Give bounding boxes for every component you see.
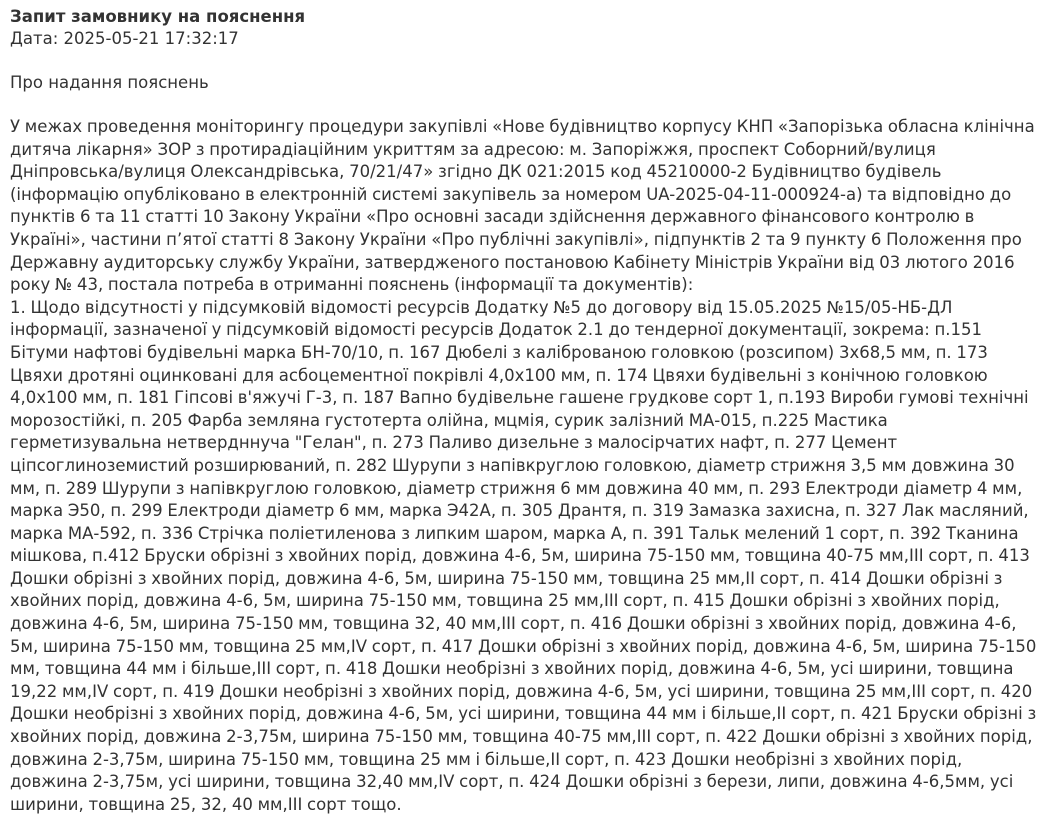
request-date: Дата: 2025-05-21 17:32:17 (10, 29, 239, 48)
request-subject: Про надання пояснень (10, 73, 209, 92)
request-title: Запит замовнику на пояснення (10, 7, 306, 26)
request-body: У межах проведення моніторингу процедури закупівлі «Нове будівництво корпусу КНП «Запорізька обласна клінічна дитяча лікарня» ЗОР з протирадіаційним укриттям за адресою: м. Запоріжжя, проспект Соборний/вулиця Дніпровська/вулиця Олександрівська, 70/21/47» згідно ДК 021:2015 код 45210000-2 Будівництво будівель (інформацію опубліковано в електронній системі закупівель за номером UA-2025-04-11-000924-a) та відповідно до пунктів 6 та 11 статті 10 Закону України «Про основні засади здійснення державного фінансового контролю в Україні», частини п’ятої статті 8 Закону України «Про публічні закупівлі», підпунктів 2 та 9 пункту 6 Положення про Державну аудиторську службу України, затвердженого постановою Кабінету Міністрів України від 03 лютого 2016 року № 43, постала потреба в отриманні пояснень (інформації та документів): 1. Щодо відсутності у підсумковій відомості ресурсів Додатку №5 до договору від 15.05.2025 №15/05-НБ-ДЛ інформації, зазначеної у підсумковій відомості ресурсів Додаток 2.1 до тендерної документації, зокрема: п.151 Бітуми нафтові будівельні марка БН-70/10, п. 167 Дюбелі з каліброваною головкою (розсипом) 3х68,5 мм, п. 173 Цвяхи дротяні оцинковані для асбоцементної покрівлі 4,0х100 мм, п. 174 Цвяхи будівельні з конічною головкою 4,0х100 мм, п. 181 Гіпсові в'яжучі Г-3, п. 187 Вапно будівельне гашене грудкове сорт 1, п.193 Вироби гумові технічні морозостійкі, п. 205 Фарба земляна густотерта олійна, мцмія, сурик залізний МА-015, п.225 Мастика герметизувальна нетвердннуча "Гелан", п. 273 Паливо дизельне з малосірчатих нафт, п. 277 Цемент ціпсоглиноземистий розширюваний, п. 282 Шурупи з напівкруглою головкою, діаметр стрижня 3,5 мм довжина 30 мм, п. 289 Шурупи з напівкруглою головкою, діаметр стрижня 6 мм довжина 40 мм, п. 293 Електроди діаметр 4 мм, марка Э50, п. 299 Електроди діаметр 6 мм, марка Э42А, п. 305 Дрантя, п. 319 Замазка захисна, п. 327 Лак масляний, марка МА-592, п. 336 Стрічка поліетиленова з липким шаром, марка А, п. 391 Тальк мелений 1 сорт, п. 392 Тканина мішкова, п.412 Бруски обрізні з хвойних порід, довжина 4-6, 5м, ширина 75-150 мм, товщина 40-75 мм,III сорт, п. 413 Дошки обрізні з хвойних порід, довжина 4-6, 5м, ширина 75-150 мм, товщина 25 мм,II сорт, п. 414 Дошки обрізні з хвойних порід, довжина 4-6, 5м, ширина 75-150 мм, товщина 25 мм,III сорт, п. 415 Дошки обрізні з хвойних порід, довжина 4-6, 5м, ширина 75-150 мм, товщина 32, 40 мм,III сорт, п. 416 Дошки обрізні з хвойних порід, довжина 4-6, 5м, ширина 75-150 мм, товщина 25 мм,IV сорт, п. 417 Дошки обрізні з хвойних порід, довжина 4-6, 5м, ширина 75-150 мм, товщина 44 мм і більше,III сорт, п. 418 Дошки необрізні з хвойних порід, довжина 4-6, 5м, усі ширини, товщина 19,22 мм,IV сорт, п. 419 Дошки необрізні з хвойних порід, довжина 4-6, 5м, усі ширини, товщина 25 мм,III сорт, п. 420 Дошки необрізні з хвойних порід, довжина 4-6, 5м, усі ширини, товщина 44 мм і більше,II сорт, п. 421 Бруски обрізні з хвойних порід, довжина 2-3,75м, ширина 75-150 мм, товщина 40-75 мм,III сорт, п. 422 Дошки обрізні з хвойних порід, довжина 2-3,75м, ширина 75-150 мм, товщина 25 мм і більше,II сорт, п. 423 Дошки необрізні з хвойних порід, довжина 2-3,75м, усі ширини, товщина 32,40 мм,IV сорт, п. 424 Дошки обрізні з берези, липи, довжина 4-6,5мм, усі ширини, товщина 25, 32, 40 мм,III сорт тощо. (10, 117, 1037, 814)
